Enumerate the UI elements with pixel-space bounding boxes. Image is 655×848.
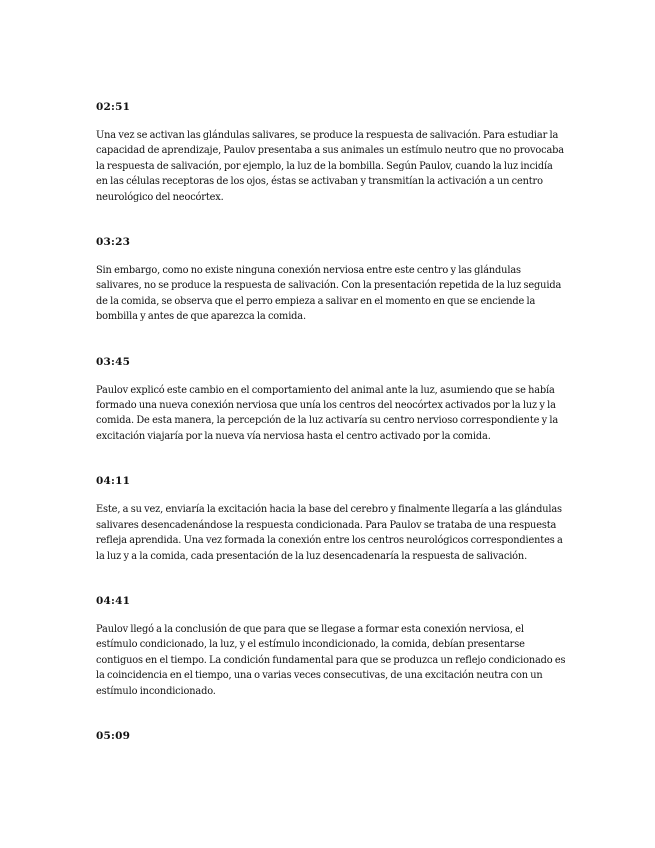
transcript-section xyxy=(96,235,566,325)
transcript-section xyxy=(96,594,566,699)
transcript-paragraph: Este, a su vez, enviaría la excitación hacia la base del cerebro y finalmente llegaría a las glándulas salivares desencadenándose la respuesta condicionada. Para Paulov se trataba de una respuesta refleja aprendida. Una vez formada la conexión entre los centros neurológicos correspondientes a la luz y a la comida, cada presentación de la luz desencadenaría la respuesta de salivación. xyxy=(96,504,563,562)
transcript-section xyxy=(96,355,566,445)
timestamp: 02:51 xyxy=(96,101,131,113)
timestamp: 05:09 xyxy=(96,729,131,742)
transcript-paragraph: Una vez se activan las glándulas salivares, se produce la respuesta de salivación. Para estudiar la capacidad de aprendizaje, Paulov presentaba a sus animales un estímulo neutro que no provocaba la respuesta de salivación, por ejemplo, la luz de la bombilla. Según Paulov, cuando la luz incidía en las células receptoras de los ojos, éstas se activaban y transmitían la activación a un centro neurológico del neocórtex. xyxy=(96,130,564,203)
timestamp: 04:11 xyxy=(96,475,131,488)
transcript-paragraph: Paulov explicó este cambio en el comportamiento del animal ante la luz, asumiendo que se había formado una nueva conexión nerviosa que unía los centros del neocórtex activados por la luz y la comida. De esta manera, la percepción de la luz activaría su centro nervioso correspondiente y la excitación viajaría por la nueva vía nerviosa hasta el centro activado por la comida. xyxy=(96,384,559,442)
transcript-page xyxy=(96,100,566,773)
transcript-paragraph: Sin embargo, como no existe ninguna conexión nerviosa entre este centro y las glándulas salivares, no se produce la respuesta de salivación. Con la presentación repetida de la luz seguida de la comida, se observa que el perro empieza a salivar en el momento en que se enciende la bombilla y antes de que aparezca la comida. xyxy=(96,265,562,323)
transcript-section xyxy=(96,474,566,564)
transcript-paragraph: Paulov llegó a la conclusión de que para que se llegase a formar esta conexión nerviosa, el estímulo condicionado, la luz, y el estímulo incondicionado, la comida, debían presentarse contiguos en el tiempo. La condición fundamental para que se produzca un reflejo condicionado es la coincidencia en el tiempo, una o varias veces consecutivas, de una excitación neutra con un estímulo incondicionado. xyxy=(96,623,566,697)
transcript-section xyxy=(96,729,566,743)
timestamp: 03:23 xyxy=(96,236,131,249)
transcript-section xyxy=(96,100,566,205)
timestamp: 04:41 xyxy=(96,594,131,607)
timestamp: 03:45 xyxy=(96,355,131,368)
